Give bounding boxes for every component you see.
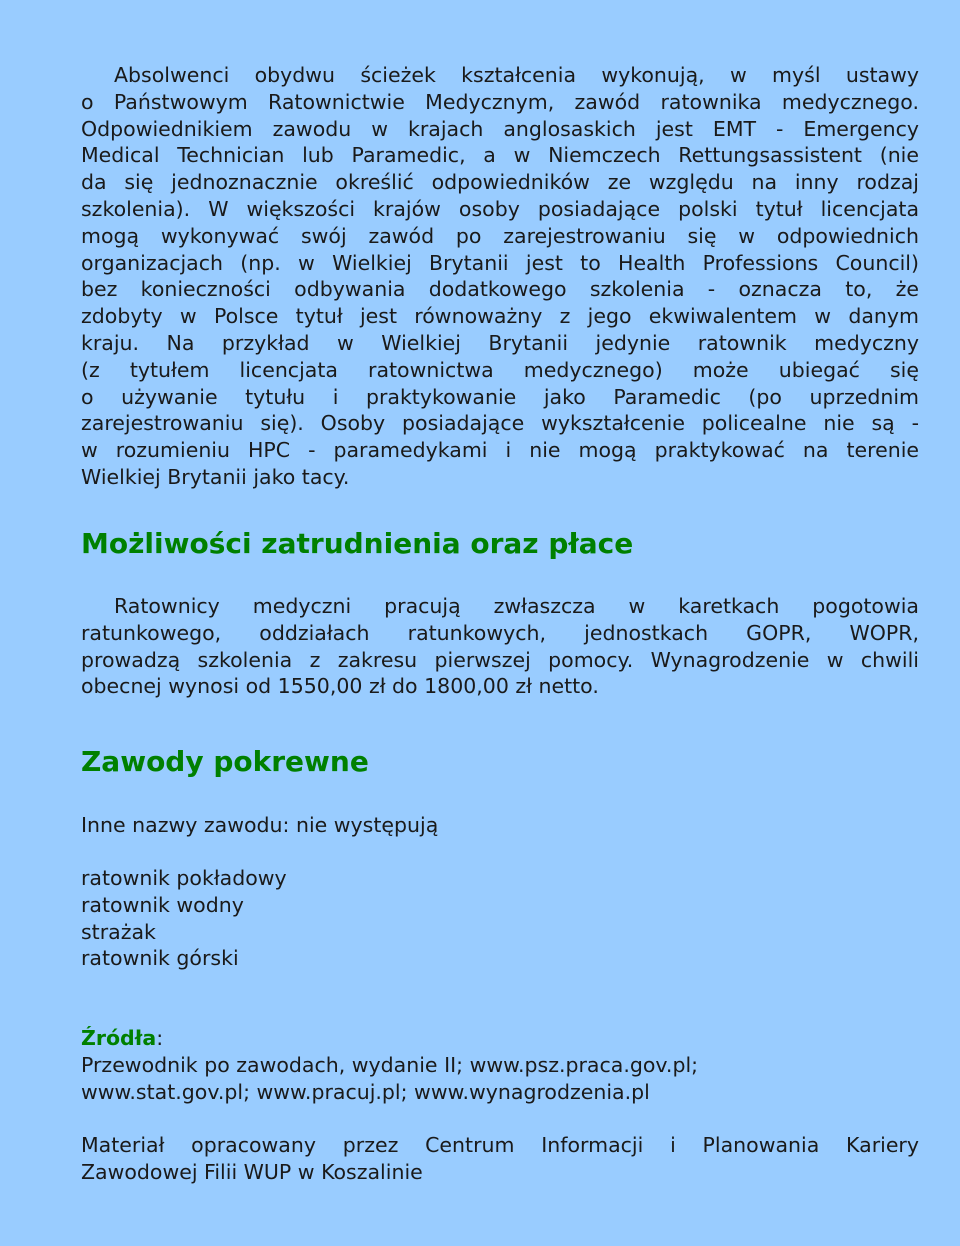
- text-line: zarejestrowaniu się). Osoby posiadające wykształcenie policealne nie są -: [81, 411, 919, 436]
- employment-paragraph: [81, 593, 919, 700]
- text-line: Medical Technician lub Paramedic, a w Niemczech Rettungsassistent (nie: [81, 143, 919, 168]
- text-line: Absolwenci obydwu ścieżek kształcenia wykonują, w myśl ustawy: [114, 63, 919, 87]
- sources-line: Przewodnik po zawodach, wydanie II; www.psz.praca.gov.pl;: [81, 1052, 699, 1077]
- text-line: o używanie tytułu i praktykowanie jako Paramedic (po uprzednim: [81, 384, 919, 409]
- related-professions-list: [81, 865, 919, 972]
- other-names: [81, 812, 919, 839]
- text-line: (z tytułem licencjata ratownictwa medycznego) może ubiegać się: [81, 357, 919, 382]
- text-line: bez konieczności odbywania dodatkowego szkolenia - oznacza to, że: [81, 277, 919, 302]
- other-names-text: Inne nazwy zawodu: nie występują: [81, 813, 439, 837]
- text-line: mogą wykonywać swój zawód po zarejestrowaniu się w odpowiednich: [81, 223, 919, 248]
- section-heading-related: Zawody pokrewne: [81, 745, 369, 778]
- text-line: Wielkiej Brytanii jako tacy.: [81, 464, 350, 489]
- text-line: obecnej wynosi od 1550,00 zł do 1800,00 zł netto.: [81, 674, 599, 699]
- sources-line: www.stat.gov.pl; www.pracuj.pl; www.wynagrodzenia.pl: [81, 1079, 650, 1104]
- text-line: zdobyty w Polsce tytuł jest równoważny z jego ekwiwalentem w danym: [81, 304, 919, 329]
- intro-paragraph: [81, 62, 919, 491]
- text-line: szkolenia). W większości krajów osoby posiadające polski tytuł licencjata: [81, 196, 919, 221]
- sources-block: [81, 1025, 919, 1105]
- text-line: organizacjach (np. w Wielkiej Brytanii jest to Health Professions Council): [81, 250, 919, 275]
- credit-block: [81, 1132, 919, 1186]
- text-line: o Państwowym Ratownictwie Medycznym, zawód ratownika medycznego.: [81, 89, 919, 114]
- list-item: strażak: [81, 919, 156, 944]
- text-line: Odpowiednikiem zawodu w krajach anglosaskich jest EMT - Emergency: [81, 116, 919, 141]
- text-line: kraju. Na przykład w Wielkiej Brytanii jedynie ratownik medyczny: [81, 330, 919, 355]
- sources-label: Źródła: [81, 1026, 157, 1050]
- text-line: da się jednoznacznie określić odpowiedników ze względu na inny rodzaj: [81, 170, 919, 195]
- credit-line: Materiał opracowany przez Centrum Informacji i Planowania Kariery: [81, 1133, 919, 1157]
- list-item: ratownik górski: [81, 946, 239, 971]
- list-item: ratownik wodny: [81, 892, 244, 917]
- section-heading-employment: Możliwości zatrudnienia oraz płace: [81, 527, 634, 560]
- text-line: w rozumieniu HPC - paramedykami i nie mogą praktykować na terenie: [81, 438, 919, 463]
- list-item: ratownik pokładowy: [81, 866, 287, 890]
- credit-line: Zawodowej Filii WUP w Koszalinie: [81, 1159, 423, 1184]
- text-line: prowadzą szkolenia z zakresu pierwszej pomocy. Wynagrodzenie w chwili: [81, 647, 919, 672]
- sources-heading: [81, 1025, 919, 1052]
- text-line: Ratownicy medyczni pracują zwłaszcza w karetkach pogotowia: [114, 594, 919, 618]
- sources-colon: :: [156, 1026, 164, 1050]
- text-line: ratunkowego, oddziałach ratunkowych, jednostkach GOPR, WOPR,: [81, 620, 919, 645]
